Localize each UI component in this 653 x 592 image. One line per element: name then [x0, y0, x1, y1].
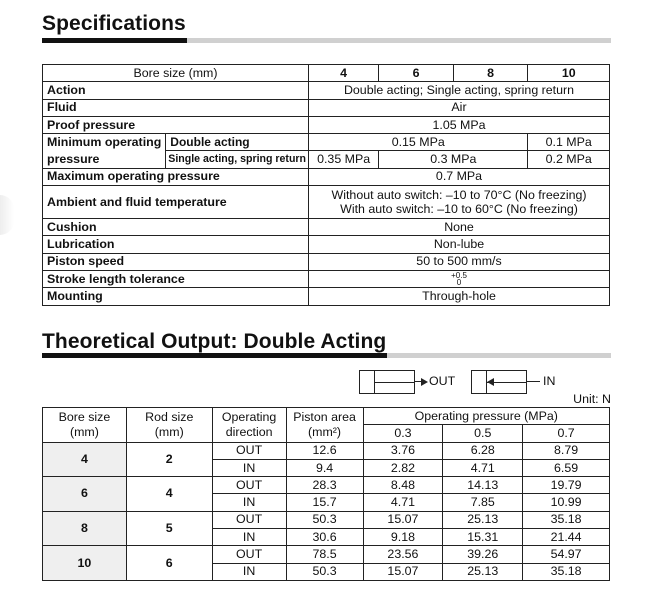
- spec-row-stroke: [43, 270, 610, 287]
- table-row: [43, 546, 610, 563]
- lubrication-value: Non-lube: [309, 236, 610, 253]
- bore-size-column-header: Bore size (mm): [43, 408, 127, 443]
- bore-cell: 10: [43, 546, 127, 581]
- action-value: Double acting; Single acting, spring return: [309, 82, 610, 99]
- proof-pressure-label: Proof pressure: [43, 116, 309, 133]
- mounting-value: Through-hole: [309, 288, 610, 305]
- bore-cell: 8: [43, 511, 127, 546]
- bore-size-4: 4: [309, 65, 379, 82]
- stroke-tolerance-label: Stroke length tolerance: [43, 270, 309, 287]
- output-cell: 35.18: [523, 511, 610, 528]
- out-diagram-label: OUT: [429, 374, 456, 388]
- proof-pressure-value: 1.05 MPa: [309, 116, 610, 133]
- output-cell: 25.13: [443, 563, 523, 580]
- pressure-0-3-header: 0.3: [363, 425, 443, 442]
- area-cell: 78.5: [286, 546, 363, 563]
- bore-cell: 6: [43, 477, 127, 512]
- direction-cell: OUT: [212, 546, 286, 563]
- stroke-tolerance-stack: [451, 272, 467, 286]
- output-cell: 15.07: [363, 511, 443, 528]
- output-header-row-1: [43, 408, 610, 425]
- output-cell: 4.71: [443, 459, 523, 476]
- stroke-tolerance-lower: 0: [456, 278, 462, 288]
- in-diagram-label: IN: [543, 374, 556, 388]
- rod-cell: 4: [126, 477, 212, 512]
- spec-row-max-operating: [43, 168, 610, 185]
- rod-cell: 5: [126, 511, 212, 546]
- direction-cell: IN: [212, 563, 286, 580]
- area-cell: 50.3: [286, 511, 363, 528]
- ambient-value-line-2: With auto switch: –10 to 60°C (No freezing): [340, 202, 578, 217]
- ambient-value: [309, 186, 610, 219]
- pressure-0-7-header: 0.7: [523, 425, 610, 442]
- rod-size-column-header: Rod size (mm): [126, 408, 212, 443]
- output-cell: 39.26: [443, 546, 523, 563]
- bore-cell: 4: [43, 442, 127, 477]
- direction-cell: IN: [212, 529, 286, 546]
- direction-cell: IN: [212, 459, 286, 476]
- ambient-label: Ambient and fluid temperature: [43, 186, 309, 219]
- theoretical-output-heading: Theoretical Output: Double Acting: [42, 330, 387, 353]
- out-cylinder-icon: [359, 370, 415, 394]
- output-cell: 2.82: [363, 459, 443, 476]
- out-arrow-icon: [421, 378, 428, 386]
- in-direction-diagram: [471, 370, 571, 394]
- out-direction-diagram: [359, 370, 469, 394]
- output-cell: 15.31: [443, 529, 523, 546]
- output-cell: 8.48: [363, 477, 443, 494]
- rod-cell: 6: [126, 546, 212, 581]
- in-cylinder-icon: [471, 370, 527, 394]
- output-cell: 35.18: [523, 563, 610, 580]
- area-cell: 30.6: [286, 529, 363, 546]
- operating-pressure-header: Operating pressure (MPa): [363, 408, 609, 425]
- min-operating-label-2: pressure: [43, 151, 166, 168]
- spec-row-ambient: [43, 186, 610, 219]
- output-cell: 7.85: [443, 494, 523, 511]
- spec-row-mounting: [43, 288, 610, 305]
- min-double-label: Double acting: [166, 134, 309, 151]
- table-row: [43, 477, 610, 494]
- max-operating-label: Maximum operating pressure: [43, 168, 309, 185]
- page-edge-mark: [0, 195, 14, 235]
- direction-cell: IN: [212, 494, 286, 511]
- output-cell: 21.44: [523, 529, 610, 546]
- min-single-label: Single acting, spring return: [166, 151, 309, 168]
- direction-cell: OUT: [212, 442, 286, 459]
- rod-cell: 2: [126, 442, 212, 477]
- theoretical-output-rule: [42, 353, 611, 358]
- min-double-value-b: 0.1 MPa: [528, 134, 610, 151]
- table-row: [43, 442, 610, 459]
- cushion-value: None: [309, 219, 610, 236]
- area-cell: 28.3: [286, 477, 363, 494]
- area-cell: 15.7: [286, 494, 363, 511]
- bore-size-header: Bore size (mm): [43, 65, 309, 82]
- piston-area-column-header: Piston area (mm²): [286, 408, 363, 443]
- output-cell: 14.13: [443, 477, 523, 494]
- output-cell: 9.18: [363, 529, 443, 546]
- output-cell: 3.76: [363, 442, 443, 459]
- spec-row-cushion: [43, 219, 610, 236]
- output-cell: 6.28: [443, 442, 523, 459]
- bore-size-6: 6: [379, 65, 454, 82]
- unit-label: Unit: N: [573, 392, 611, 406]
- spec-row-min-double: [43, 134, 610, 151]
- stroke-tolerance-value: [309, 270, 610, 287]
- spec-row-piston-speed: [43, 253, 610, 270]
- direction-column-header: Operating direction: [212, 408, 286, 443]
- min-double-value-a: 0.15 MPa: [309, 134, 528, 151]
- fluid-value: Air: [309, 99, 610, 116]
- mounting-label: Mounting: [43, 288, 309, 305]
- spec-row-lubrication: [43, 236, 610, 253]
- min-operating-label-1: Minimum operating: [43, 134, 166, 151]
- lubrication-label: Lubrication: [43, 236, 309, 253]
- area-cell: 9.4: [286, 459, 363, 476]
- specifications-table: [42, 64, 610, 306]
- in-arrow-line: [526, 381, 540, 382]
- in-arrow-icon: [487, 378, 494, 386]
- min-single-value-a: 0.35 MPa: [309, 151, 379, 168]
- piston-speed-label: Piston speed: [43, 253, 309, 270]
- output-cell: 8.79: [523, 442, 610, 459]
- spec-row-proof: [43, 116, 610, 133]
- area-cell: 12.6: [286, 442, 363, 459]
- output-cell: 19.79: [523, 477, 610, 494]
- spec-row-fluid: [43, 99, 610, 116]
- min-single-value-c: 0.2 MPa: [528, 151, 610, 168]
- spec-row-min-single: [43, 151, 610, 168]
- output-cell: 54.97: [523, 546, 610, 563]
- direction-cell: OUT: [212, 477, 286, 494]
- min-single-value-b: 0.3 MPa: [379, 151, 528, 168]
- output-cell: 15.07: [363, 563, 443, 580]
- spec-row-action: [43, 82, 610, 99]
- cushion-label: Cushion: [43, 219, 309, 236]
- pressure-0-5-header: 0.5: [443, 425, 523, 442]
- table-row: [43, 511, 610, 528]
- bore-size-10: 10: [528, 65, 610, 82]
- direction-cell: OUT: [212, 511, 286, 528]
- output-cell: 10.99: [523, 494, 610, 511]
- fluid-label: Fluid: [43, 99, 309, 116]
- output-cell: 23.56: [363, 546, 443, 563]
- specifications-rule: [42, 38, 611, 43]
- ambient-value-line-1: Without auto switch: –10 to 70°C (No freezing): [331, 188, 587, 203]
- action-label: Action: [43, 82, 309, 99]
- output-cell: 4.71: [363, 494, 443, 511]
- theoretical-output-table: [42, 407, 610, 581]
- specifications-heading: Specifications: [42, 12, 186, 35]
- spec-header-row: [43, 65, 610, 82]
- area-cell: 50.3: [286, 563, 363, 580]
- stroke-tolerance-upper: +0.5: [451, 271, 467, 281]
- output-cell: 6.59: [523, 459, 610, 476]
- max-operating-value: 0.7 MPa: [309, 168, 610, 185]
- piston-speed-value: 50 to 500 mm/s: [309, 253, 610, 270]
- bore-size-8: 8: [453, 65, 528, 82]
- output-cell: 25.13: [443, 511, 523, 528]
